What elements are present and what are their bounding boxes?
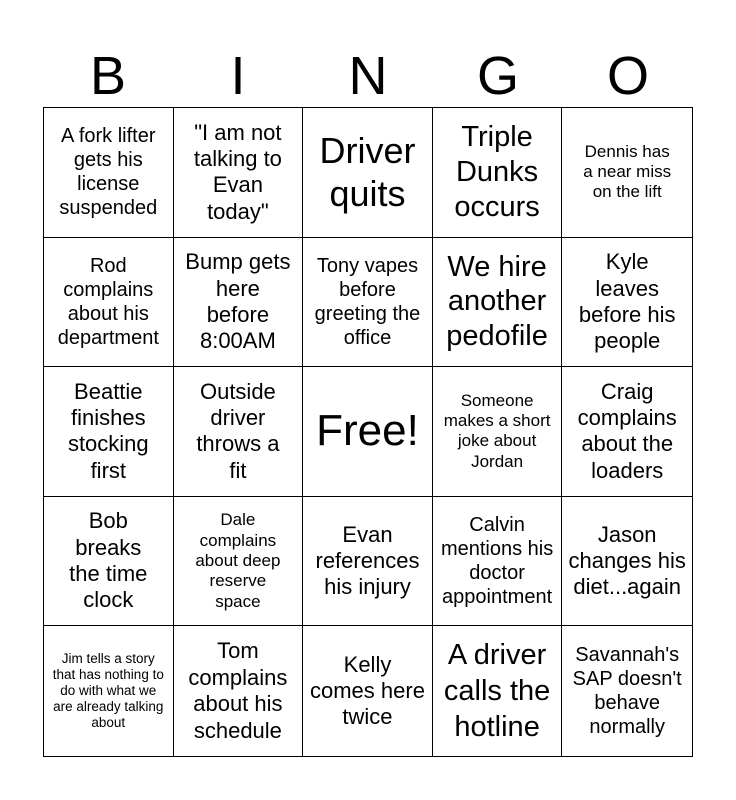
bingo-cell[interactable] [174,238,304,368]
bingo-header [43,40,693,106]
cell-text: Evan references his injury [315,521,420,600]
bingo-cell[interactable] [44,497,174,627]
cell-text: Jason changes his diet...again [568,521,686,600]
bingo-cell[interactable] [303,626,433,756]
bingo-cell[interactable] [174,497,304,627]
cell-text: Jim tells a story that has nothing to do with what we are already talking about [52,650,164,731]
bingo-cell[interactable] [44,367,174,497]
cell-text: We hire another pedofile [446,250,548,353]
bingo-cell[interactable] [303,367,433,497]
bingo-cell[interactable] [562,367,692,497]
bingo-cell[interactable] [44,108,174,238]
header-letter-i: I [230,46,246,106]
header-letter-n: N [348,46,388,106]
bingo-cell[interactable] [433,238,563,368]
cell-text: Savannah's SAP doesn't behave normally [572,644,682,739]
cell-text: "I am not talking to Evan today" [193,119,282,224]
cell-text: A fork lifter gets his license suspended [59,125,158,220]
cell-text: Free! [316,406,419,456]
bingo-cell[interactable] [174,367,304,497]
bingo-cell[interactable] [433,626,563,756]
bingo-cell[interactable] [562,108,692,238]
cell-text: Tony vapes before greeting the office [314,254,421,349]
bingo-cell[interactable] [44,238,174,368]
cell-text: Dennis has a near miss on the lift [583,141,672,202]
cell-text: Calvin mentions his doctor appointment [440,514,554,609]
cell-text: Craig complains about the loaders [577,378,677,483]
cell-text: Dale complains about deep reserve space [195,510,281,611]
cell-text: Triple Dunks occurs [454,121,540,223]
cell-text: Driver quits [319,130,416,215]
bingo-cell[interactable] [562,626,692,756]
cell-text: Someone makes a short joke about Jordan [443,390,551,471]
cell-text: Kelly comes here twice [310,651,425,730]
bingo-cell[interactable] [303,497,433,627]
cell-text: A driver calls the hotline [443,638,551,744]
bingo-cell[interactable] [562,238,692,368]
bingo-cell[interactable] [174,626,304,756]
cell-text: Rod complains about his department [57,254,159,349]
header-letter-b: B [89,46,127,106]
cell-text: Tom complains about his schedule [188,638,288,743]
cell-text: Kyle leaves before his people [578,249,676,354]
header-letter-g: G [476,46,519,106]
bingo-cell[interactable] [174,108,304,238]
bingo-board [43,107,693,757]
cell-text: Beattie finishes stocking first [67,378,149,483]
bingo-cell[interactable] [44,626,174,756]
bingo-cell[interactable] [303,238,433,368]
bingo-cell[interactable] [433,497,563,627]
header-letter-o: O [606,46,649,106]
bingo-cell[interactable] [433,367,563,497]
cell-text: Bump gets here before 8:00AM [185,249,291,354]
bingo-cell[interactable] [303,108,433,238]
cell-text: Outside driver throws a fit [196,378,280,483]
cell-text: Bob breaks the time clock [69,508,148,613]
bingo-cell[interactable] [562,497,692,627]
bingo-cell[interactable] [433,108,563,238]
